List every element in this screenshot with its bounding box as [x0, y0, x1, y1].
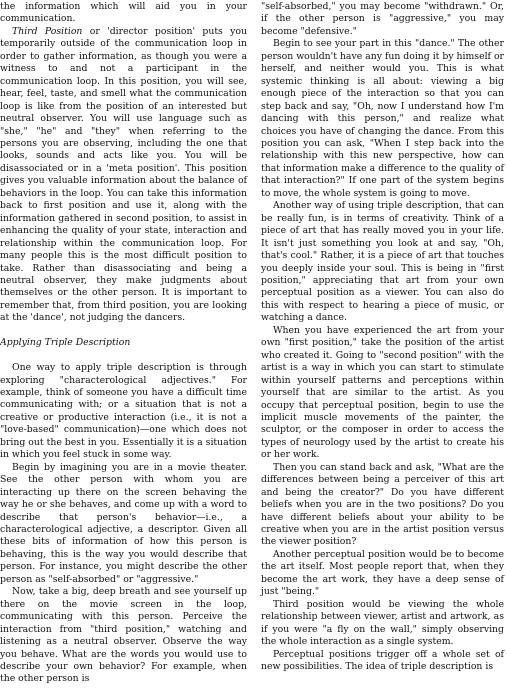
paragraph-dance: Begin to see your part in this "dance." The other person wouldn't have any fun doing it by himself or herself, and neither would you. This is what systemic thinking is all about: viewing a big enough piece of the interaction so that you can step back and say, "Oh, now I understand how I'm dancing with this person," and realize what choices you have of changing the dance. From this position you can ask, "When I step back into the relationship with this new perspective, how can that information make a difference to the quality of that interaction?" If one part of the system begins to move, the whole system is going to move. — [261, 38, 504, 199]
section-heading: Applying Triple Description — [0, 337, 131, 349]
paragraph-continued-right: "self-absorbed," you may become "withdrawn." Or, if the other person is "aggressive," you may become "defensive." — [261, 1, 504, 37]
right-column — [261, 1, 504, 673]
paragraph-become-art: Another perceptual position would be to become the art itself. Most people report that, when they become the art work, they have a deep sense of just "being." — [261, 548, 504, 598]
paragraph-creativity: Another way of using triple description, that can be really fun, is in terms of creativity. Think of a piece of art that has really moved you in your life. It isn't just something you look at and say, "Oh, that's cool." Rather, it is a piece of art that touches you deeply inside your soul. This is being in "first position," appreciating that art from your own perceptual position as a viewer. You can also do this with respect to hearing a piece of music, or watching a dance. — [261, 200, 504, 324]
paragraph-differences: Then you can stand back and ask, "What are the differences between being a perceiver of this art and being the creator?" Do you have different beliefs when you are in the two positions? Do you have different beliefs about your ability to be creative when you are in the artist position versus the viewer position? — [261, 461, 504, 548]
paragraph-deep-breath: Now, take a big, deep breath and see yourself up there on the movie screen in the loop, communicating with this person. Perceive the interaction from "third position," watching and listening as a neutral observer. Observe the way you behave. What are the words you would use to describe your own behavior? For example, when the other person is — [0, 586, 247, 685]
paragraph-artist: When you have experienced the art from your own "first position," take the position of the artist who created it. Going to "second position" with the artist is a way in which you can start to stimulate within yourself patterns and perceptions within yourself that are similar to the artist. As you occupy that perceptual position, begin to use the implicit muscle movements of the painter, the sculptor, or the composer in order to access the types of neurology used by the artist to create his or her work. — [261, 324, 504, 461]
paragraph-fly-on-wall: Third position would be viewing the whole relationship between viewer, artist and artwork, as if you were "a fly on the wall," simply observing the whole interaction as a single system. — [261, 598, 504, 648]
paragraph-possibilities: Perceptual positions trigger off a whole set of new possibilities. The idea of triple description is — [261, 648, 504, 673]
paragraph-characterological: One way to apply triple description is through exploring "characterological adjectives." For example, think of someone you have a difficult time communicating with; or a situation that is not a creative or productive interaction (i.e., it is not a "love-based" communication)—one which does not bring out the best in you. Essentially it is a situation in which you feel stuck in some way. — [0, 362, 247, 461]
paragraph-third-position-text: or 'director position' puts you temporarily outside of the communication loop in order to gather information, as though you were a witness to and not a participant in the communication loop. In this position, you will see, hear, feel, taste, and smell what the communication loop is like from the position of an interested but neutral observer. You will use language such as "she," "he" and "they" when referring to the persons you are observing, including the one that looks, sounds and acts like you. You will be disassociated or in a 'meta position'. This position gives you valuable information about the balance of behaviors in the loop. You can take this information back to first position and use it, along with the information gathered in second position, to assist in enhancing the quality of your state, interaction and relationship within the communication loop. For many people this is the most difficult position to take. Rather than disassociating and being a neutral observer, they make judgments about themselves or the other person. It is important to remember that, from third position, you are looking at the 'dance', not judging the dancers. — [0, 25, 248, 324]
term-third-position: Third Position — [12, 25, 83, 37]
paragraph-continued: the information which will aid you in your communication. — [0, 1, 247, 25]
paragraph-movie-theater: Begin by imagining you are in a movie theater. See the other person with whom you are interacting up there on the screen behaving the way he or she behaves, and come up with a word to describe that person's behavior—i.e., a characterological adjective, a descriptor. Given all these bits of information of how this person is behaving, this is the way you would describe that person. For instance, you might describe the other person as "self-absorbed" or "aggressive." — [0, 461, 247, 585]
paragraph-third-position — [0, 26, 247, 325]
left-column — [0, 1, 247, 686]
